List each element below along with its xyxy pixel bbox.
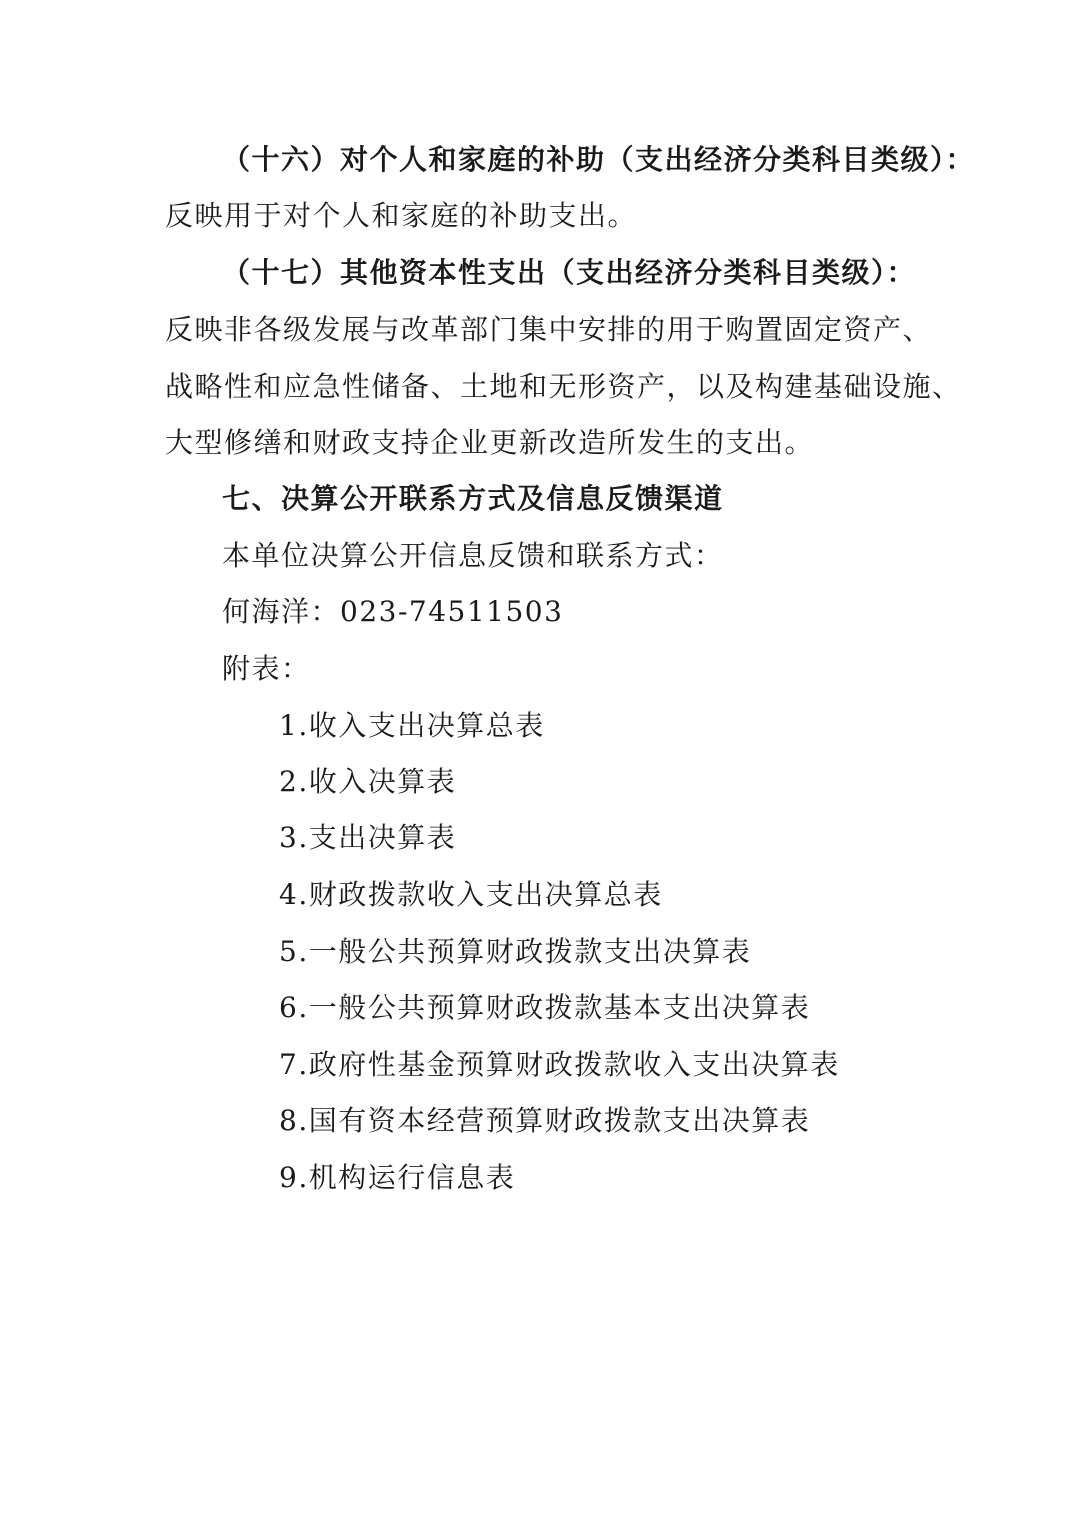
- attachment-item: 5.一般公共预算财政拨款支出决算表: [279, 935, 752, 968]
- attachment-item: 3.支出决算表: [279, 821, 457, 854]
- attachment-item: 2.收入决算表: [279, 765, 457, 798]
- attachments-label: 附表：: [222, 652, 311, 685]
- attachment-item: 8.国有资本经营预算财政拨款支出决算表: [279, 1104, 811, 1137]
- contact-phone: 何海洋：023-74511503: [222, 595, 564, 628]
- attachment-item: 9.机构运行信息表: [279, 1161, 516, 1194]
- section16-heading: （十六）对个人和家庭的补助（支出经济分类科目类级）：: [222, 143, 976, 176]
- section17-heading: （十七）其他资本性支出（支出经济分类科目类级）：: [222, 256, 917, 289]
- attachment-item: 7.政府性基金预算财政拨款收入支出决算表: [279, 1048, 840, 1081]
- contact-intro: 本单位决算公开信息反馈和联系方式：: [222, 539, 724, 572]
- section17-body-line: 反映非各级发展与改革部门集中安排的用于购置固定资产、: [165, 313, 933, 346]
- attachment-item: 4.财政拨款收入支出决算总表: [279, 878, 663, 911]
- attachment-item: 6.一般公共预算财政拨款基本支出决算表: [279, 991, 811, 1024]
- section17-body-line: 大型修缮和财政支持企业更新改造所发生的支出。: [165, 426, 815, 459]
- contact-section-heading: 七、决算公开联系方式及信息反馈渠道: [222, 482, 724, 515]
- section17-body-line: 战略性和应急性储备、土地和无形资产，以及构建基础设施、: [165, 370, 962, 403]
- section16-body: 反映用于对个人和家庭的补助支出。: [165, 199, 638, 232]
- attachment-item: 1.收入支出决算总表: [279, 709, 545, 742]
